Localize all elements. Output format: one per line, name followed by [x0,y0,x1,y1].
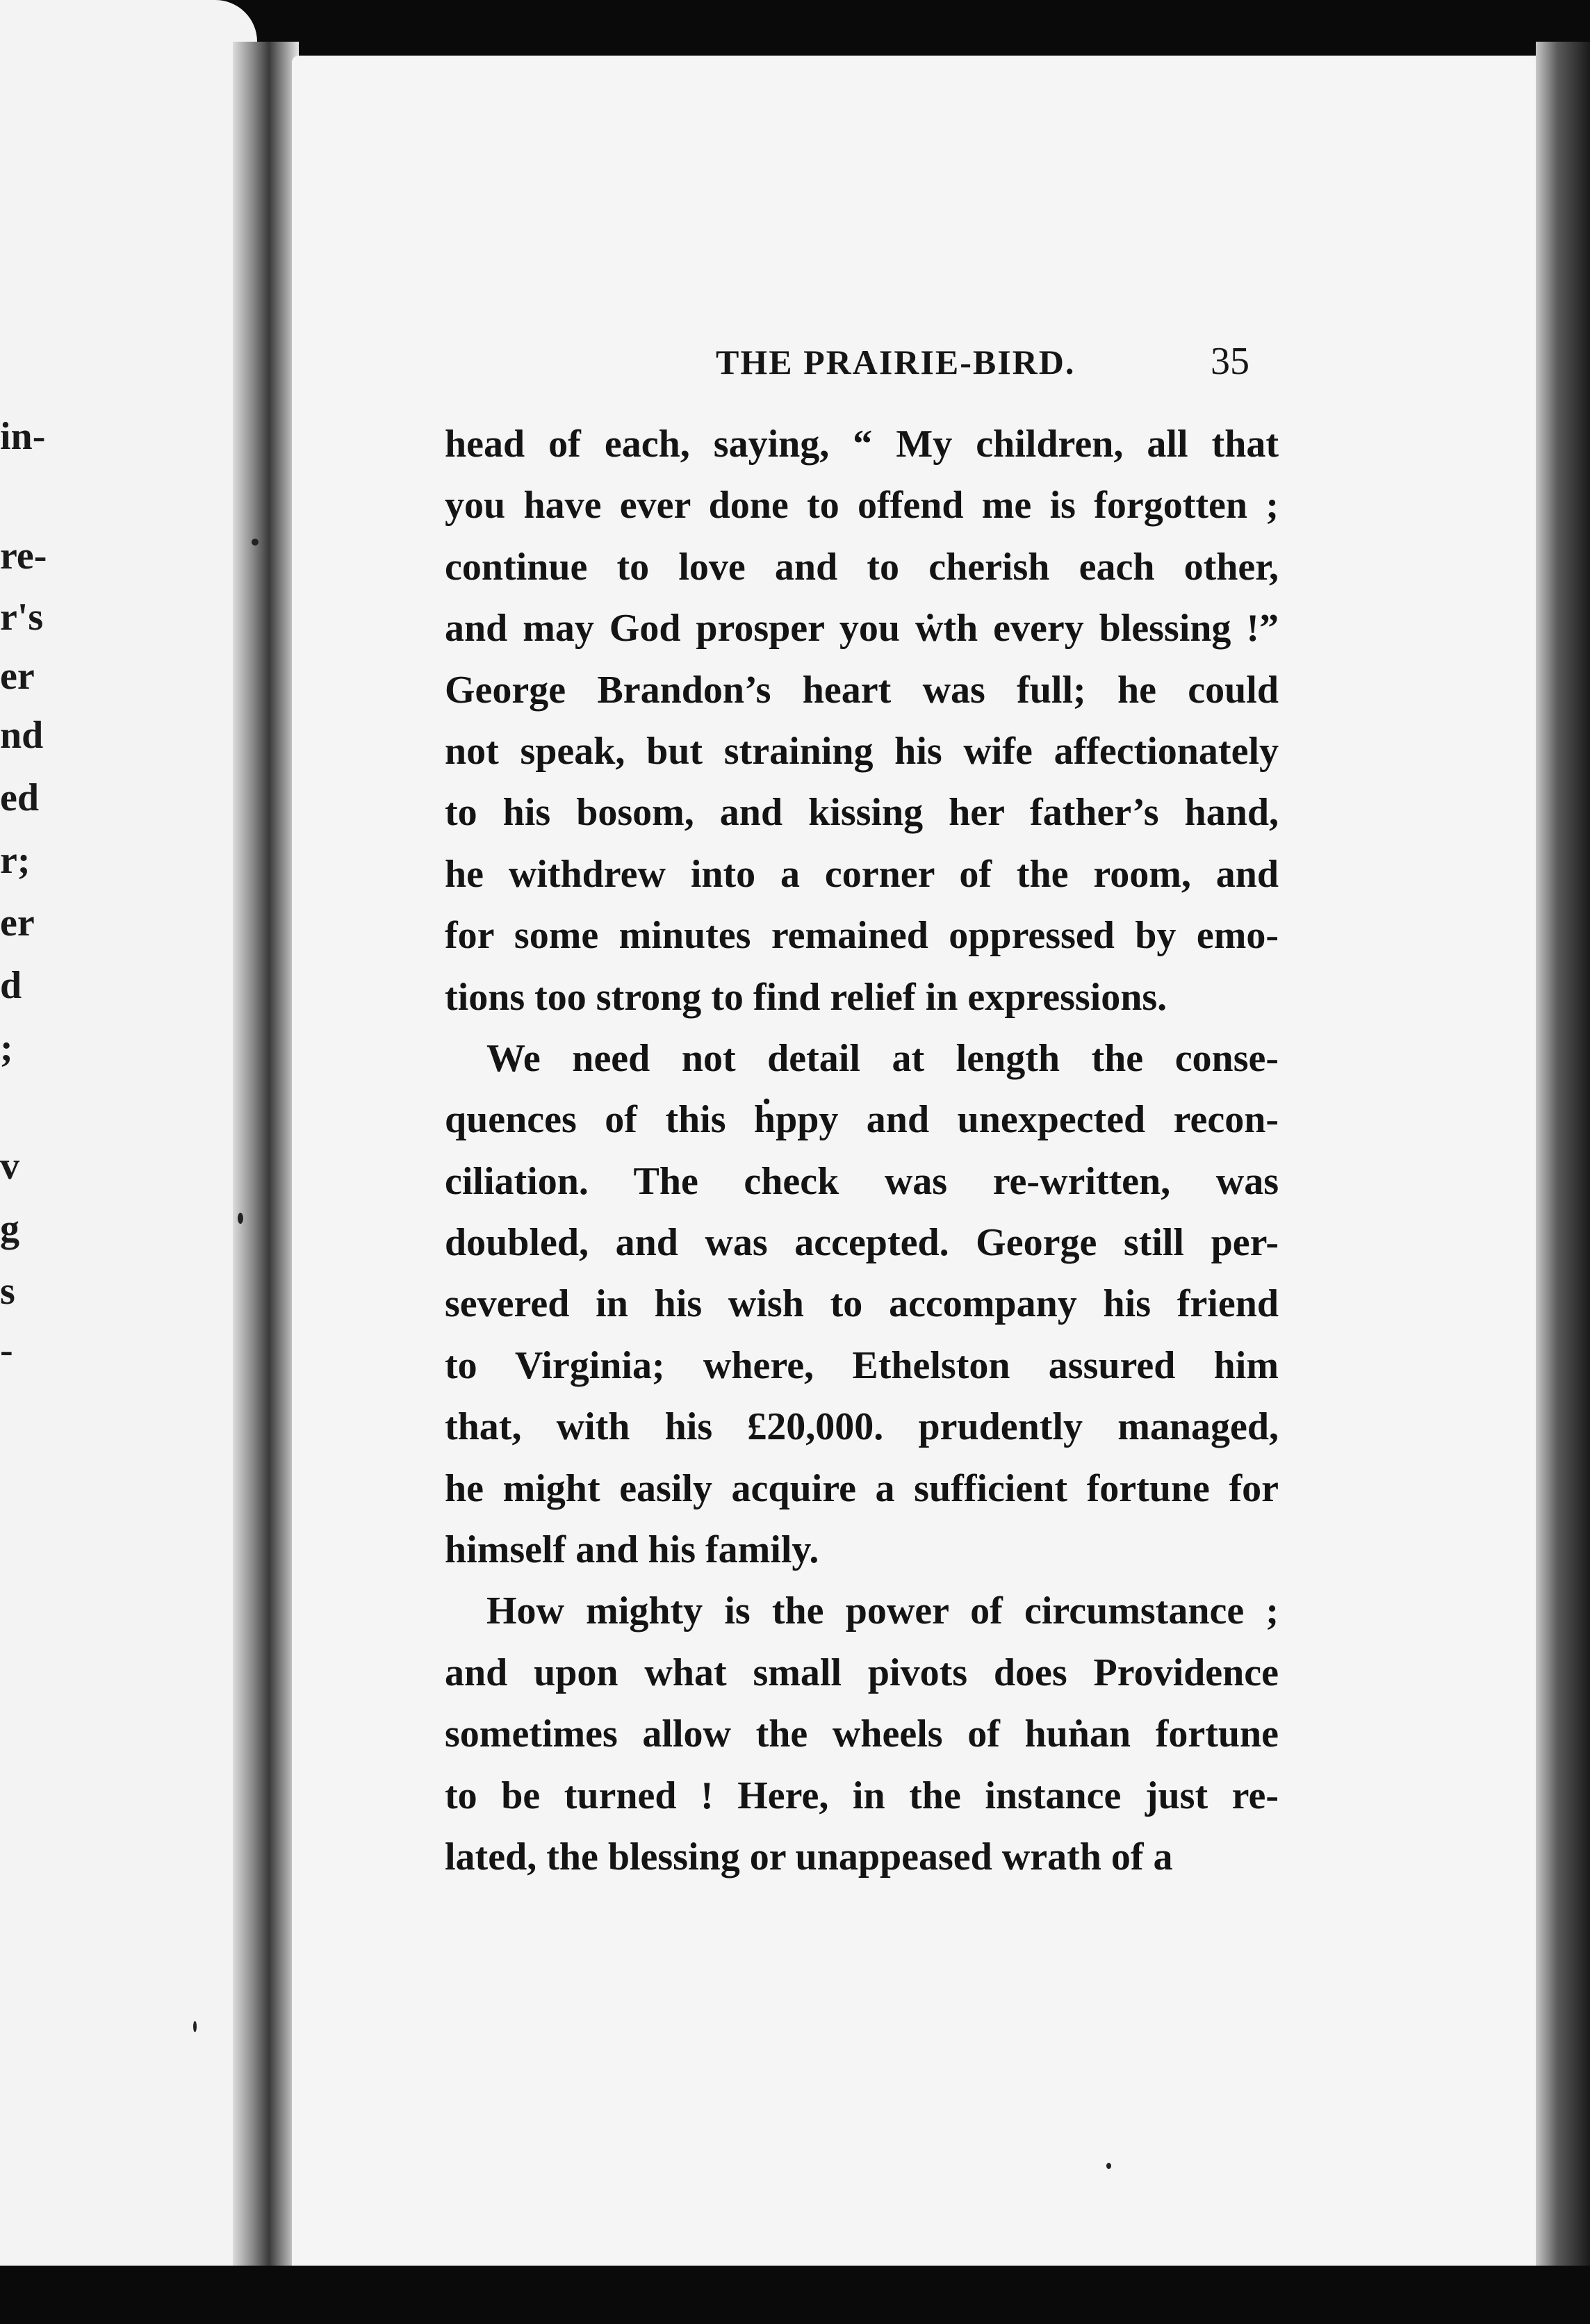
left-page-fragment: ; [0,1026,13,1070]
text-line: severed in his wish to accompany his friend [445,1282,1279,1326]
text-line: quences of this ḣppy and unexpected recon- [445,1098,1279,1142]
text-line: tions too strong to find relief in expressions. [445,975,1167,1019]
text-line: sometimes allow the wheels of huṅan fortune [445,1712,1279,1756]
scan-speck [238,1213,243,1224]
text-line: lated, the blessing or unappeased wrath of a [445,1835,1173,1879]
left-page-fragment: - [0,1329,13,1372]
paragraph [445,1028,1279,1581]
text-line: doubled, and was accepted. George still per- [445,1221,1279,1265]
left-page-fragment: er [0,655,35,698]
text-line: he withdrew into a corner of the room, and [445,852,1279,896]
text-line: for some minutes remained oppressed by emo- [445,914,1279,958]
text-line: How mighty is the power of circumstance ; [486,1589,1279,1633]
left-page-fragment: in- [0,415,46,458]
text-line: George Brandon’s heart was full; he could [445,668,1279,712]
left-page-fragment: er [0,901,35,944]
left-page-fragment: v [0,1145,19,1188]
text-line: and upon what small pivots does Providence [445,1651,1279,1694]
page-edge-shadow [1536,42,1590,2280]
left-page-fragment: re- [0,534,47,578]
scan-background-bottom [0,2266,1590,2324]
text-line: to Virginia; where, Ethelston assured him [445,1343,1279,1387]
left-page-fragment: ed [0,776,39,819]
left-page-fragment: g [0,1207,19,1250]
left-page-fragment: s [0,1270,15,1313]
text-line: We need not detail at length the conse- [486,1036,1279,1080]
text-line: you have ever done to offend me is forgotten ; [445,484,1279,527]
left-page-fragment: d [0,964,22,1007]
text-line: continue to love and to cherish each other, [445,545,1279,589]
left-page-fragment: nd [0,714,44,757]
text-line: ciliation. The check was re-written, was [445,1159,1279,1203]
paragraph [445,414,1279,1028]
text-line: himself and his family. [445,1528,819,1572]
text-line: head of each, saying, “ My children, all that [445,423,1279,466]
scan-speck [252,539,259,546]
text-line: that, with his £20,000. prudently managed, [445,1405,1279,1449]
text-line: to be turned ! Here, in the instance just re- [445,1774,1279,1817]
body-text [445,414,1279,1888]
previous-page-edge [0,0,257,2280]
left-page-fragment: r; [0,839,31,882]
paragraph [445,1580,1279,1888]
left-page-fragment: r's [0,596,44,639]
scan-speck [1106,2163,1111,2169]
text-line: and may God prosper you ẇth every blessing !” [445,607,1279,650]
book-gutter-shadow [233,42,299,2266]
running-head: THE PRAIRIE-BIRD. [716,343,1076,382]
text-line: to his bosom, and kissing her father’s hand, [445,791,1279,835]
page-number: 35 [1211,340,1249,383]
text-line: not speak, but straining his wife affectionately [445,729,1279,773]
text-line: he might easily acquire a sufficient fortune for [445,1466,1279,1510]
scan-speck [193,2021,197,2032]
